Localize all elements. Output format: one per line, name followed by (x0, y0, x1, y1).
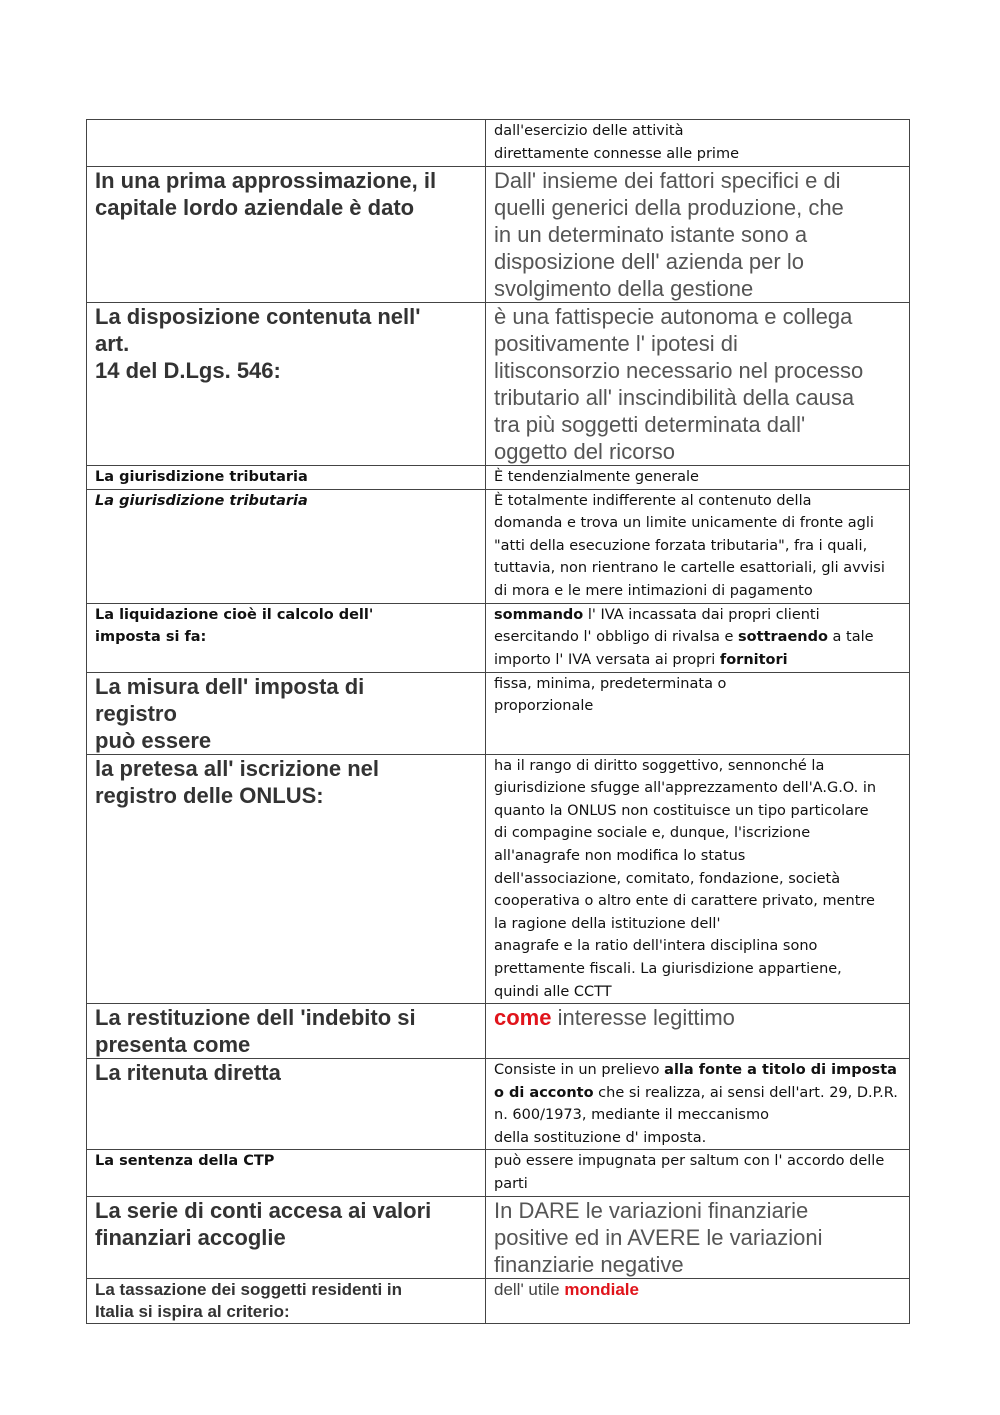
answer-text: Dall' insieme dei fattori specifici e di (494, 168, 841, 193)
answer-text (494, 1082, 901, 1105)
answer-fragment: importo l' IVA versata ai propri (494, 651, 720, 668)
table-row (87, 466, 910, 490)
question-text: Italia si ispira al criterio: (95, 1301, 290, 1321)
question-cell (87, 466, 486, 490)
question-cell (87, 754, 486, 1004)
answer-text: direttamente connesse alle prime (494, 145, 739, 162)
question-cell (87, 603, 486, 672)
answer-cell (486, 1150, 910, 1196)
question-text: In una prima approssimazione, il (95, 168, 437, 193)
answer-fragment: Consiste in un prelievo (494, 1062, 665, 1079)
highlighted-word: mondiale (564, 1279, 639, 1299)
table-row (87, 603, 910, 672)
answer-text: tributario all' inscindibilità della causa (494, 385, 855, 410)
answer-text (494, 1004, 901, 1031)
answer-text: la ragione della istituzione dell' (494, 915, 721, 932)
answer-cell (486, 754, 910, 1004)
answer-text: oggetto del ricorso (494, 439, 675, 464)
table-row (87, 754, 910, 1004)
question-text: registro (95, 700, 177, 726)
question-text: presenta come (95, 1032, 251, 1058)
question-text: La disposizione contenuta nell' (95, 304, 421, 329)
table-row (87, 1196, 910, 1278)
answer-text: all'anagrafe non modifica lo status (494, 847, 746, 864)
question-text: La serie di conti accesa ai valori (95, 1197, 432, 1223)
answer-cell (486, 466, 910, 490)
answer-cell (486, 1278, 910, 1323)
answer-fragment: l' IVA incassata dai propri clienti (583, 606, 820, 623)
answer-text: di compagine sociale e, dunque, l'iscrizione (494, 825, 811, 842)
question-text: può essere (95, 727, 212, 753)
answer-fragment: a tale (827, 629, 874, 646)
question-text: La ritenuta diretta (95, 1060, 281, 1086)
question-cell (87, 1150, 486, 1196)
answer-text (494, 626, 901, 649)
question-text: La sentenza della CTP (95, 1153, 275, 1170)
question-cell (87, 1278, 486, 1323)
question-text: La restituzione dell 'indebito si (95, 1005, 416, 1031)
answer-cell (486, 167, 910, 303)
question-cell (87, 1004, 486, 1059)
answer-fragment: che si realizza, ai sensi dell'art. 29, D.P.R. (593, 1084, 898, 1101)
question-cell (87, 120, 486, 167)
answer-cell (486, 1196, 910, 1278)
answer-text: dell'associazione, comitato, fondazione, società (494, 870, 841, 887)
keyword: alla fonte a titolo di imposta (664, 1062, 897, 1079)
answer-text: In DARE le variazioni finanziarie (494, 1197, 809, 1223)
answer-text: di mora e le mere intimazioni di pagamento (494, 582, 813, 599)
question-cell (87, 167, 486, 303)
answer-text (494, 649, 901, 672)
answer-text: della sostituzione d' imposta. (494, 1129, 707, 1146)
question-text: capitale lordo aziendale è dato (95, 195, 415, 220)
question-text: imposta si fa: (95, 629, 207, 646)
table-row (87, 167, 910, 303)
question-answer-table (86, 119, 910, 1324)
answer-cell (486, 1059, 910, 1150)
answer-text: prettamente fiscali. La giurisdizione appartiene, (494, 960, 842, 977)
table-row (87, 1059, 910, 1150)
keyword: fornitori (719, 651, 788, 668)
answer-text: È totalmente indifferente al contenuto della (494, 492, 812, 509)
answer-text: quindi alle CCTT (494, 983, 612, 1000)
answer-text: litisconsorzio necessario nel processo (494, 358, 864, 383)
answer-cell (486, 489, 910, 603)
table-row (87, 120, 910, 167)
answer-text: tuttavia, non rientrano le cartelle esattoriali, gli avvisi (494, 560, 885, 577)
table-row (87, 303, 910, 466)
answer-fragment: interesse legittimo (551, 1005, 735, 1031)
table-row (87, 1278, 910, 1323)
answer-text (494, 604, 901, 627)
answer-text: è una fattispecie autonoma e collega (494, 304, 853, 329)
table-row (87, 489, 910, 603)
answer-text: anagrafe e la ratio dell'intera disciplina sono (494, 938, 818, 955)
answer-text: disposizione dell' azienda per lo (494, 249, 804, 274)
question-text: La tassazione dei soggetti residenti in (95, 1279, 403, 1299)
answer-cell (486, 303, 910, 466)
question-text: La giurisdizione tributaria (95, 469, 308, 485)
answer-text: ha il rango di diritto soggettivo, sennonché la (494, 757, 825, 774)
highlighted-word: come (494, 1005, 552, 1031)
question-text: art. (95, 331, 130, 356)
answer-text: positivamente l' ipotesi di (494, 331, 738, 356)
answer-cell (486, 120, 910, 167)
answer-text: fissa, minima, predeterminata o (494, 675, 727, 692)
question-cell (87, 672, 486, 754)
answer-text (494, 1059, 901, 1082)
answer-cell (486, 1004, 910, 1059)
question-text: la pretesa all' iscrizione nel (95, 755, 380, 781)
table-row (87, 672, 910, 754)
answer-text: positive ed in AVERE le variazioni (494, 1224, 823, 1250)
answer-text: può essere impugnata per saltum con l' accordo delle (494, 1153, 885, 1170)
answer-text: "atti della esecuzione forzata tributaria", fra i quali, (494, 537, 868, 554)
answer-fragment: esercitando l' obbligo di rivalsa e (494, 629, 739, 646)
answer-text: quanto la ONLUS non costituisce un tipo particolare (494, 802, 869, 819)
question-text: 14 del D.Lgs. 546: (95, 358, 281, 383)
question-text: La misura dell' imposta di (95, 673, 365, 699)
answer-text: dall'esercizio delle attività (494, 123, 684, 139)
answer-text: cooperativa o altro ente di carattere privato, mentre (494, 893, 875, 910)
answer-text: parti (494, 1176, 528, 1193)
answer-text (494, 1279, 901, 1301)
table-row (87, 1150, 910, 1196)
question-cell (87, 489, 486, 603)
answer-text: tra più soggetti determinata dall' (494, 412, 806, 437)
answer-text: finanziarie negative (494, 1251, 684, 1277)
answer-text: svolgimento della gestione (494, 276, 754, 301)
answer-text: domanda e trova un limite unicamente di fronte agli (494, 515, 874, 532)
question-cell (87, 1059, 486, 1150)
keyword: o di acconto (494, 1084, 594, 1101)
question-text: registro delle ONLUS: (95, 782, 324, 808)
question-text: La liquidazione cioè il calcolo dell' (95, 606, 374, 623)
answer-text: quelli generici della produzione, che (494, 195, 844, 220)
question-cell (87, 1196, 486, 1278)
answer-text: in un determinato istante sono a (494, 222, 808, 247)
table-row (87, 1004, 910, 1059)
answer-text: È tendenzialmente generale (494, 469, 699, 485)
question-cell (87, 303, 486, 466)
answer-text: n. 600/1973, mediante il meccanismo (494, 1107, 769, 1124)
question-text: finanziari accoglie (95, 1224, 286, 1250)
keyword: sommando (494, 606, 584, 623)
keyword: sottraendo (738, 629, 828, 646)
answer-text: giurisdizione sfugge all'apprezzamento dell'A.G.O. in (494, 780, 877, 797)
answer-cell (486, 672, 910, 754)
answer-cell (486, 603, 910, 672)
question-text: La giurisdizione tributaria (95, 492, 308, 509)
answer-text: proporzionale (494, 698, 594, 715)
answer-fragment: dell' utile (494, 1279, 565, 1299)
